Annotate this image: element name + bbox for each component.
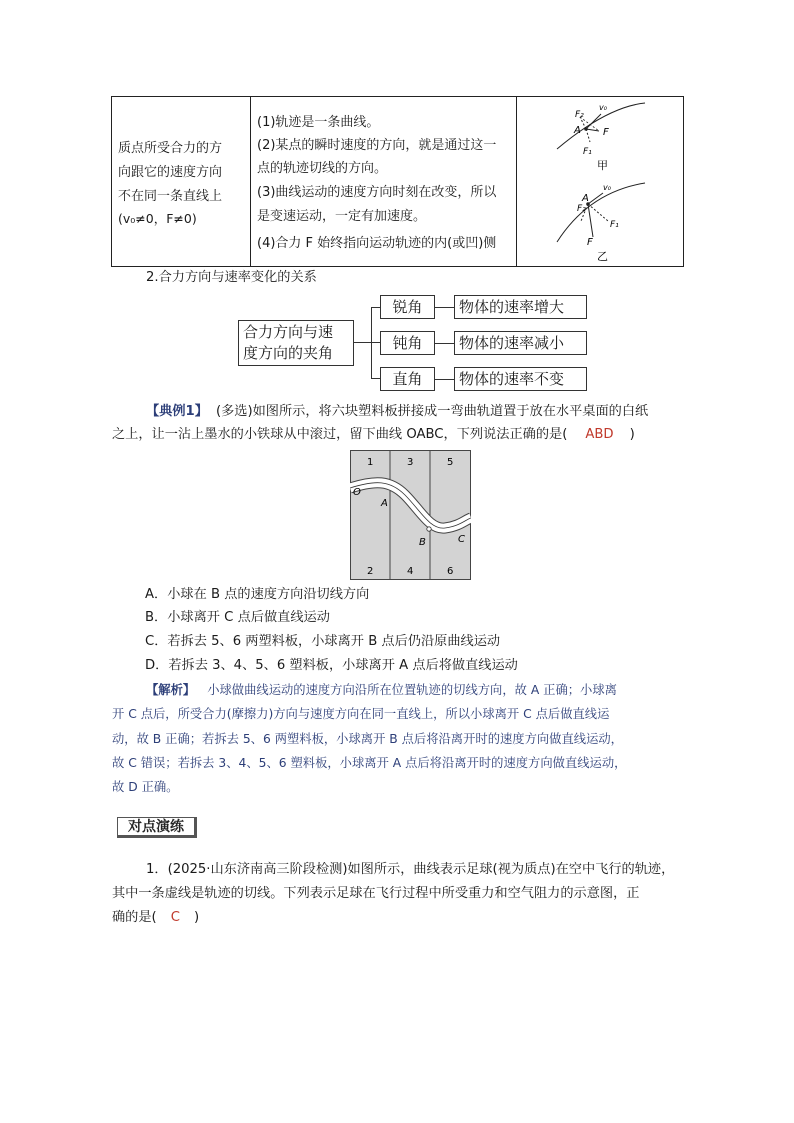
result-box-constant <box>454 367 587 391</box>
point-label: B <box>419 537 426 548</box>
q1-line-3 <box>112 910 199 926</box>
label-v0: v₀ <box>599 103 607 112</box>
panel-number: 6 <box>447 566 454 577</box>
angle-label: 钝角 <box>392 334 423 352</box>
figure-label-jia: 甲 <box>597 159 608 172</box>
label-f2: F₂ <box>577 204 586 214</box>
panel-number: 2 <box>367 566 374 577</box>
example-line-1 <box>146 404 648 420</box>
result-label: 物体的速率不变 <box>459 370 565 388</box>
analysis-line-4: 故 C 错误；若拆去 3、4、5、6 塑料板，小球离开 A 点后将沿离开时的速度方向做直线运动， <box>112 756 627 770</box>
angle-box-right <box>380 367 435 391</box>
condition-line: 向跟它的速度方向 <box>118 165 223 180</box>
analysis-heading: 【解析】 <box>146 683 196 697</box>
option-c: C．若拆去 5、6 两塑料板，小球离开 B 点后仍沿原曲线运动 <box>145 634 501 649</box>
point-label: C <box>458 534 465 545</box>
example-text: (多选)如图所示，将六块塑料板拼接成一弯曲轨道置于放在水平桌面的白纸 <box>215 404 649 419</box>
property-line: 点的轨迹切线的方向。 <box>257 161 388 176</box>
label-f: F <box>603 127 609 138</box>
q1-line-2: 其中一条虚线是轨迹的切线。下列表示足球在飞行过程中所受重力和空气阻力的示意图，正 <box>112 886 640 901</box>
q1-line-1: 1．(2025·山东济南高三阶段检测)如图所示，曲线表示足球(视为质点)在空中飞行的轨迹， <box>146 862 675 877</box>
option-b: B．小球离开 C 点后做直线运动 <box>145 610 330 625</box>
condition-line: 质点所受合力的方 <box>118 141 223 156</box>
point-label: O <box>353 487 361 498</box>
angle-box-acute <box>380 295 435 319</box>
angle-label: 直角 <box>392 370 423 388</box>
result-label: 物体的速率减小 <box>459 334 565 352</box>
label-a: A <box>582 193 589 204</box>
panel-number: 4 <box>407 566 414 577</box>
label-f1: F₁ <box>610 220 619 230</box>
q1-close: ) <box>193 910 200 925</box>
analysis-line-3: 动，故 B 正确；若拆去 5、6 两塑料板，小球离开 B 点后将沿离开时的速度方向做直线运动， <box>112 732 623 746</box>
result-label: 物体的速率增大 <box>459 298 565 316</box>
label-f2: F₂ <box>575 110 584 120</box>
property-table <box>111 96 684 267</box>
property-line: (4)合力 F 始终指向运动轨迹的内(或凹)侧 <box>257 236 497 251</box>
force-arrow <box>588 204 593 237</box>
property-cell <box>250 97 516 268</box>
option-d: D．若拆去 3、4、5、6 塑料板，小球离开 A 点后将做直线运动 <box>145 658 518 673</box>
example-tag: 【典例1】 <box>146 404 208 419</box>
property-line: (2)某点的瞬时速度的方向，就是通过这一 <box>257 138 497 153</box>
q1-answer: C <box>170 910 180 925</box>
property-line: (1)轨迹是一条曲线。 <box>257 115 380 130</box>
section-title: 2.合力方向与速率变化的关系 <box>146 270 317 285</box>
angle-concept-box <box>238 320 354 366</box>
example-text: 之上，让一沾上墨水的小铁球从中滚过，留下曲线 OABC，下列说法正确的是( <box>112 427 568 442</box>
panel-number: 1 <box>367 457 374 468</box>
label-v0: v₀ <box>603 183 611 192</box>
label-a: A <box>574 125 581 136</box>
property-line: (3)曲线运动的速度方向时刻在改变，所以 <box>257 185 497 200</box>
angle-box-obtuse <box>380 331 435 355</box>
trajectory-curve-yi <box>557 183 645 242</box>
force-diagrams <box>517 97 683 266</box>
property-line: 是变速运动，一定有加速度。 <box>257 209 427 224</box>
q1-prefix: 确的是( <box>112 910 157 925</box>
analysis-text: 小球做曲线运动的速度方向沿所在位置轨迹的切线方向，故 A 正确；小球离 <box>207 683 617 697</box>
point-label: A <box>381 498 388 509</box>
figure-cell <box>517 97 683 266</box>
track-figure <box>350 450 471 580</box>
result-box-decrease <box>454 331 587 355</box>
plate-track-svg <box>350 450 471 580</box>
condition-line: 不在同一条直线上 <box>118 189 223 204</box>
angle-label: 锐角 <box>392 298 423 316</box>
label-f: F <box>587 237 593 248</box>
analysis-line-1 <box>146 682 617 698</box>
example-answer: ABD <box>585 427 614 442</box>
panel-number: 5 <box>447 457 454 468</box>
figure-label-yi: 乙 <box>597 250 608 263</box>
example-close: ) <box>629 427 635 442</box>
condition-line: (v₀≠0，F≠0) <box>118 211 197 226</box>
example-line-2 <box>112 427 635 443</box>
practice-section-title: 对点演练 <box>117 817 197 838</box>
option-a: A．小球在 B 点的速度方向沿切线方向 <box>145 587 370 602</box>
concept-line: 合力方向与速 <box>243 323 334 341</box>
analysis-line-2: 开 C 点后，所受合力(摩擦力)方向与速度方向在同一直线上，所以小球离开 C 点后做直线运 <box>112 707 610 721</box>
concept-line: 度方向的夹角 <box>243 344 334 362</box>
result-box-increase <box>454 295 587 319</box>
label-f1: F₁ <box>583 147 592 157</box>
panel-number: 3 <box>407 457 414 468</box>
analysis-line-5: 故 D 正确。 <box>112 780 179 794</box>
